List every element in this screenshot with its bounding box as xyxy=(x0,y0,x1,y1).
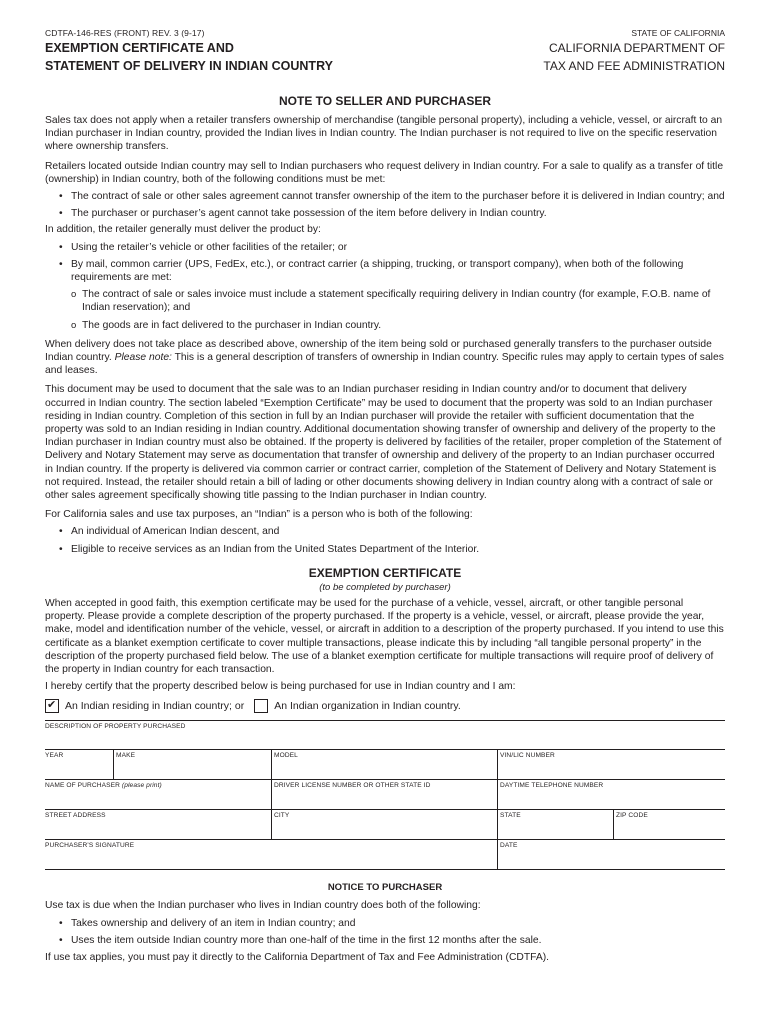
indian-organization-checkbox[interactable] xyxy=(254,699,268,713)
indian-organization-label: An Indian organization in Indian country. xyxy=(274,700,461,713)
header-right xyxy=(543,28,725,74)
form-header xyxy=(45,0,725,86)
description-field[interactable] xyxy=(45,721,725,749)
street-address-field[interactable] xyxy=(45,810,271,839)
purchaser-type-options xyxy=(45,698,725,714)
driver-license-field[interactable] xyxy=(271,780,497,809)
model-field-label: MODEL xyxy=(274,752,298,760)
purchaser-fields-table xyxy=(45,720,725,870)
notice-paragraph-2: If use tax applies, you must pay it directly to the California Department of Tax and Fee Administration (CDTFA). xyxy=(45,951,550,963)
vehicle-row xyxy=(45,750,725,780)
note-paragraph-4-end: This is a general description of transfers of ownership in Indian country. Specific rules may apply to certain types of sales and leases. xyxy=(45,352,724,377)
note-paragraph-4 xyxy=(45,338,725,378)
make-field[interactable] xyxy=(113,750,271,779)
condition-bullet: • The contract of sale or other sales agreement cannot transfer ownership of the item to the purchaser before it is delivered in Indian country; and xyxy=(45,190,725,203)
description-row xyxy=(45,721,725,750)
vin-field-label: VIN/LIC NUMBER xyxy=(500,752,555,760)
indian-definition-bullet: • An individual of American Indian descent, and xyxy=(45,525,725,538)
date-field[interactable] xyxy=(497,840,725,869)
form-title-line2: STATEMENT OF DELIVERY IN INDIAN COUNTRY xyxy=(45,59,333,73)
note-paragraph-3: In addition, the retailer generally must deliver the product by: xyxy=(45,224,321,236)
city-field[interactable] xyxy=(271,810,497,839)
delivery-sub-item: o The contract of sale or sales invoice must include a statement specifically requiring delivery in Indian country (for example, F.O.B. name of Indian reservation); and xyxy=(45,288,725,314)
purchaser-name-label: NAME OF PURCHASER xyxy=(45,782,120,790)
form-number: CDTFA-146-RES (FRONT) REV. 3 (9-17) xyxy=(45,28,205,38)
notice-bullet: • Takes ownership and delivery of an item in Indian country; and xyxy=(45,917,725,930)
please-print-hint: (please print) xyxy=(121,782,162,790)
note-paragraph-2: Retailers located outside Indian country may sell to Indian purchasers who request delivery in Indian country. For a sale to qualify as a transfer of title (ownership) in Indian country, both of the following conditions must be met: xyxy=(45,160,724,185)
note-paragraph-1: Sales tax does not apply when a retailer transfers ownership of merchandise (tangible personal property), including a vehicle, vessel, or aircraft to an Indian purchaser in Indian country, provided the Indian lives in Indian country. The Indian purchaser is not required to live on the specific reservation where ownership transfers. xyxy=(45,115,723,153)
year-field-label: YEAR xyxy=(45,752,64,760)
make-field-label: MAKE xyxy=(116,752,136,760)
signature-row xyxy=(45,840,725,870)
state-field[interactable] xyxy=(497,810,613,839)
delivery-sub-item: o The goods are in fact delivered to the purchaser in Indian country. xyxy=(45,319,725,332)
signature-field-label: PURCHASER’S SIGNATURE xyxy=(45,842,135,850)
purchaser-id-row xyxy=(45,780,725,810)
phone-field-label: DAYTIME TELEPHONE NUMBER xyxy=(500,782,604,790)
state-label: STATE OF CALIFORNIA xyxy=(631,28,725,38)
form-page xyxy=(45,0,725,964)
delivery-bullet: • By mail, common carrier (UPS, FedEx, etc.), or contract carrier (a shipping, trucking, or transport company), when both of the following requirements are met: xyxy=(45,258,725,284)
indian-definition-bullet: • Eligible to receive services as an Indian from the United States Department of the Interior. xyxy=(45,543,725,556)
signature-field[interactable] xyxy=(45,840,497,869)
date-field-label: DATE xyxy=(500,842,518,850)
note-paragraph-6: For California sales and use tax purposes, an “Indian” is a person who is both of the following: xyxy=(45,509,473,521)
condition-bullet: • The purchaser or purchaser’s agent cannot take possession of the item before delivery in Indian country. xyxy=(45,207,725,220)
zip-code-label: ZIP CODE xyxy=(616,812,648,820)
notice-section-title: NOTICE TO PURCHASER xyxy=(327,882,443,894)
state-field-label: STATE xyxy=(500,812,521,820)
exemption-paragraph: When accepted in good faith, this exemption certificate may be used for the purchase of a vehicle, vessel, aircraft, or other tangible personal property. Please provide a complete description of the property purchased. If the property is a vehicle, vessel, or aircraft, please provide the year, make, model and identification number of the vehicle, vessel, or aircraft in addition to a description of the property purchased. If you intend to use this certificate as a blanket exemption certificate to cover multiple transactions, please indicate this by including “all tangible personal property” in the description of the property purchased field below. The use of a blanket exemption certificate for multiple transactions will require proof of delivery of the property in Indian country for each transaction. xyxy=(45,597,724,675)
street-address-label: STREET ADDRESS xyxy=(45,812,106,820)
indian-resident-checkbox[interactable] xyxy=(45,699,59,713)
form-title-line1: EXEMPTION CERTIFICATE AND xyxy=(45,41,234,55)
zip-code-field[interactable] xyxy=(613,810,725,839)
notice-paragraph-1: Use tax is due when the Indian purchaser who lives in Indian country does both of the following: xyxy=(45,900,481,912)
driver-license-label: DRIVER LICENSE NUMBER OR OTHER STATE ID xyxy=(274,782,431,790)
delivery-bullet: • Using the retailer’s vehicle or other facilities of the retailer; or xyxy=(45,241,725,254)
model-field[interactable] xyxy=(271,750,497,779)
year-field[interactable] xyxy=(45,750,113,779)
department-line2: TAX AND FEE ADMINISTRATION xyxy=(543,59,725,73)
indian-resident-label: An Indian residing in Indian country; or xyxy=(65,700,245,713)
note-section-title: NOTE TO SELLER AND PURCHASER xyxy=(278,94,491,108)
exemption-section-title: EXEMPTION CERTIFICATE xyxy=(308,565,462,580)
note-paragraph-4-start: When delivery does not take place as described above, ownership of the item being sold or purchased generally transfers to the purchaser outside Indian country. xyxy=(45,338,712,364)
phone-field[interactable] xyxy=(497,780,725,809)
notice-bullet: • Uses the item outside Indian country more than one-half of the time in the first 12 months after the sale. xyxy=(45,934,725,947)
certify-statement: I hereby certify that the property described below is being purchased for use in Indian country and I am: xyxy=(45,681,516,693)
city-field-label: CITY xyxy=(274,812,290,820)
address-row xyxy=(45,810,725,840)
note-paragraph-5: This document may be used to document that the sale was to an Indian purchaser residing in Indian country and/or to document that delivery occurred in Indian country. The section labeled “Exemption Certificate” may be used to document that the property was sold to an Indian purchaser residing in Indian country. Completion of this section in full by an Indian purchaser will provide the retailer with sufficient documentation that the property was sold to an Indian residing in Indian country. Additional documentation showing transfer of ownership and delivery of the property to the Indian purchaser in Indian country must also be obtained. If the property is delivered by facilities of the retailer, proper completion of the Statement of Delivery and Notary Statement may serve as documentation that transfer of ownership and delivery of the property to an Indian purchaser occurred in Indian country. If the property is delivered via common carrier or contract carrier, completion of the Statement of Delivery and Notary Statement is not required. Instead, the retailer should retain a bill of lading or other documents showing delivery in Indian country along with a contract of sale or other sales agreement specifically showing title passing to the Indian purchaser in Indian country. xyxy=(45,384,722,502)
description-field-label: DESCRIPTION OF PROPERTY PURCHASED xyxy=(45,723,186,731)
please-note-label: Please note: xyxy=(114,352,172,364)
vin-field[interactable] xyxy=(497,750,725,779)
exemption-subtitle: (to be completed by purchaser) xyxy=(319,581,451,593)
department-line1: CALIFORNIA DEPARTMENT OF xyxy=(548,41,725,55)
header-left xyxy=(45,28,333,74)
purchaser-name-field[interactable] xyxy=(45,780,271,809)
